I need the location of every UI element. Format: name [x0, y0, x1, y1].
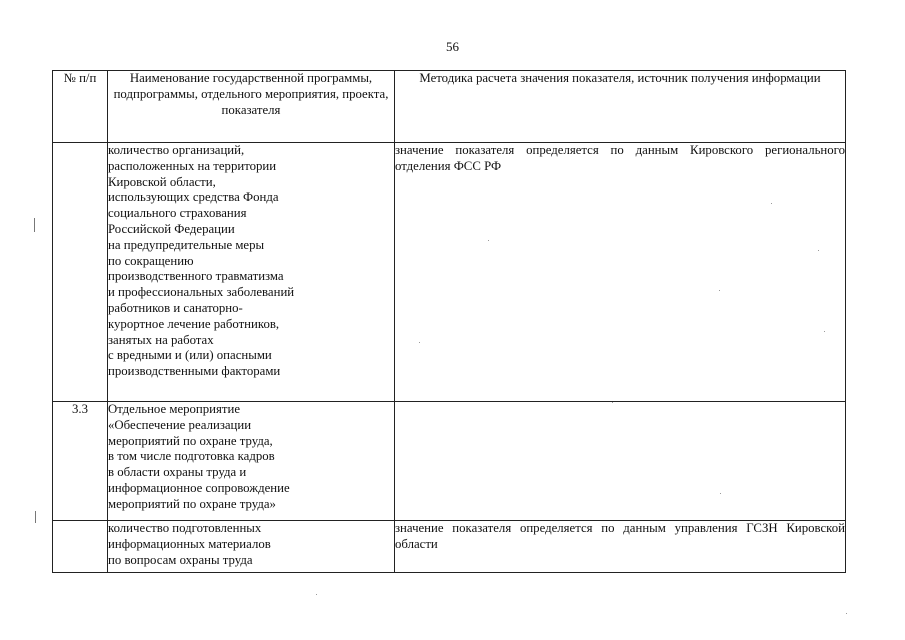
scan-speck: [488, 240, 489, 241]
row-method: значение показателя определяется по данным управления ГСЗН Кировской области: [395, 521, 846, 573]
row-name-line: информационных материалов: [108, 536, 271, 551]
scan-speck: [818, 250, 819, 251]
header-method: Методика расчета значения показателя, источник получения информации: [395, 71, 846, 143]
scan-speck: [316, 594, 317, 595]
row-name-line: в области охраны труда и: [108, 465, 247, 480]
row-name-line: производственными факторами: [108, 364, 281, 379]
row-name-line: по сокращению: [108, 253, 194, 268]
row-name-line: Отдельное мероприятие: [108, 402, 241, 416]
page-number: 56: [446, 39, 459, 54]
row-number: [53, 143, 108, 402]
table-row: [53, 143, 846, 402]
row-name-line: в том числе подготовка кадров: [108, 449, 275, 464]
table-header-row: [53, 71, 846, 143]
header-name: Наименование государственной программы, подпрограммы, отдельного мероприятия, проекта, показателя: [108, 71, 395, 143]
table-row: [53, 521, 846, 573]
row-name-line: расположенных на территории: [108, 158, 277, 173]
scan-speck: [846, 613, 847, 614]
row-name-line: социального страхования: [108, 206, 247, 221]
header-number: № п/п: [53, 71, 108, 143]
scan-speck: [824, 331, 825, 332]
row-name-line: Российской Федерации: [108, 221, 235, 236]
row-name-line: количество подготовленных: [108, 521, 262, 535]
row-name-line: мероприятий по охране труда»: [108, 496, 276, 511]
row-number: [53, 521, 108, 573]
row-name-line: производственного травматизма: [108, 269, 284, 284]
scan-speck: [419, 342, 420, 343]
scan-mark: [34, 218, 35, 232]
scan-speck: [720, 493, 721, 494]
row-number: 3.3: [53, 402, 108, 521]
row-name-line: курортное лечение работников,: [108, 316, 280, 331]
row-method: значение показателя определяется по данным Кировского регионального отделения ФСС РФ: [395, 143, 846, 402]
row-name-line: по вопросам охраны труда: [108, 552, 253, 567]
table-row: [53, 402, 846, 521]
row-name-line: на предупредительные меры: [108, 237, 265, 252]
row-method: [395, 402, 846, 521]
row-name: [108, 402, 395, 521]
scan-mark: [35, 511, 36, 523]
row-name-line: и профессиональных заболеваний: [108, 285, 295, 300]
row-name-line: «Обеспечение реализации: [108, 417, 252, 432]
scan-speck: [771, 203, 772, 204]
row-name: [108, 521, 395, 573]
indicator-table: [52, 70, 846, 573]
row-name-line: использующих средства Фонда: [108, 190, 279, 205]
row-name-line: работников и санаторно-: [108, 300, 243, 315]
row-name-line: количество организаций,: [108, 143, 245, 157]
row-name: [108, 143, 395, 402]
row-name-line: с вредными и (или) опасными: [108, 348, 272, 363]
row-name-line: мероприятий по охране труда,: [108, 433, 273, 448]
row-name-line: занятых на работах: [108, 332, 214, 347]
row-name-line: информационное сопровождение: [108, 480, 290, 495]
scan-speck: [612, 402, 613, 403]
scan-speck: [719, 290, 720, 291]
row-name-line: Кировской области,: [108, 174, 216, 189]
